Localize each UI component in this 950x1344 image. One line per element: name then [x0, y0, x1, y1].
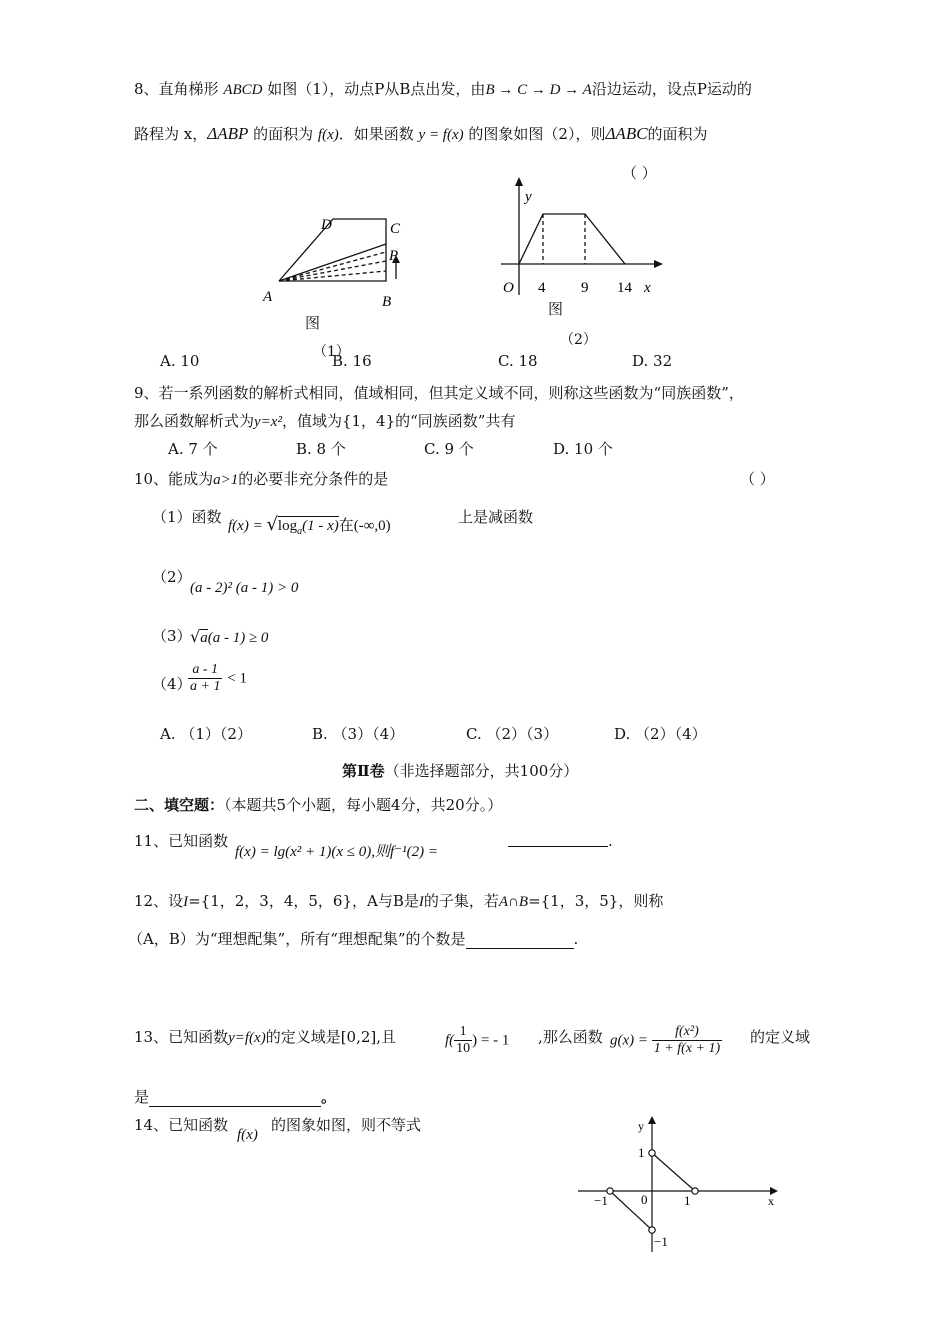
q10-option-b: B. （3）（4）	[312, 725, 405, 743]
q12-a: 12、设	[134, 892, 184, 910]
label-p: P	[389, 248, 399, 264]
q14-segment-upper	[652, 1153, 695, 1191]
q10-tail: 的必要非充分条件的是	[238, 470, 389, 488]
q14-label-x: x	[768, 1194, 774, 1208]
q10-c3-radicand: a	[200, 630, 208, 646]
figure1-caption-number: （1）	[313, 344, 350, 360]
q14-fx: f(x)	[237, 1127, 258, 1143]
q9-option-c: C. 9 个	[424, 440, 474, 458]
section2-desc: （本题共5个小题，每小题4分，共20分。）	[224, 796, 503, 814]
q10-c4-den: a + 1	[190, 679, 221, 695]
q12-answer-blank[interactable]	[466, 930, 574, 949]
q8-fx: f(x)	[317, 127, 339, 143]
q10-c1-tail: 上是减函数	[458, 508, 534, 526]
q14-label-1x: 1	[684, 1193, 691, 1208]
section2-title: 二、填空题：	[134, 796, 225, 814]
label-b: B	[382, 294, 392, 310]
q10-c4-expr	[188, 662, 247, 695]
q8-abp: ΔABP	[207, 124, 249, 143]
q14-graph	[574, 1116, 794, 1256]
q13-g-fraction	[652, 1024, 722, 1057]
q13-c: ,那么函数	[538, 1028, 603, 1046]
q10-c4-label: （4）	[152, 675, 192, 693]
q8-option-c: C. 18	[498, 352, 538, 370]
function-graph	[519, 214, 625, 264]
q13-f-rhs: ) = - 1	[472, 1032, 510, 1049]
part2-subtitle: （非选择题部分，共100分）	[384, 762, 579, 780]
label-a: A	[263, 289, 273, 305]
origin-label: O	[503, 280, 514, 296]
q9-line2	[134, 412, 515, 431]
q8-line2-e: 的面积为	[647, 125, 708, 143]
q8-line2-a: 路程为 x，	[134, 125, 208, 143]
q9-line2-a: 那么函数解析式为	[134, 412, 255, 430]
q10-c1-lhs: f(x) =	[228, 518, 267, 534]
figure2-caption: 图	[548, 300, 564, 318]
q10-c1-interval: 在(-∞,0)	[338, 518, 391, 534]
q13-fraction	[454, 1024, 472, 1057]
q14-b: 的图象如图，则不等式	[271, 1116, 422, 1134]
q13-line1-start	[134, 1028, 396, 1047]
q12-c: 的子集，若	[423, 892, 499, 910]
q13-f-expr	[445, 1024, 509, 1057]
q8-answer-paren: （ ）	[622, 164, 657, 182]
q8-line2-c: ．如果函数	[338, 125, 419, 143]
q10-c1-expr	[228, 514, 391, 538]
q11-expr: f(x) = lg(x² + 1)(x ≤ 0),则f⁻¹(2) =	[235, 844, 438, 860]
q10-c1-base: a	[297, 526, 303, 537]
q10-c2-expr: (a - 2)² (a - 1) > 0	[190, 580, 299, 596]
q14-open-point-1-0	[692, 1188, 698, 1194]
q10-stem	[134, 470, 388, 489]
q9-option-b: B. 8 个	[296, 440, 346, 458]
q14-label-neg1y: −1	[654, 1234, 668, 1249]
q8-line2-d: 的图象如图（2），则	[463, 125, 606, 143]
tick-9: 9	[581, 280, 589, 296]
q10-c4-fraction	[188, 662, 222, 695]
tick-4: 4	[538, 280, 546, 296]
q14-label-neg1x: −1	[594, 1193, 608, 1208]
tick-14: 14	[617, 280, 632, 296]
q8-line2	[134, 124, 708, 144]
q13-f-num: 1	[454, 1024, 472, 1041]
q13-line2-text: 是	[134, 1088, 150, 1106]
q12-intersection: A∩B	[498, 894, 529, 910]
q8-text-a: 直角梯形	[158, 80, 224, 98]
q13-g-lhs: g(x) =	[610, 1032, 652, 1049]
q9-expr: y=x²	[254, 414, 282, 430]
q8-yfx: y = f(x)	[418, 127, 464, 143]
part2-heading	[342, 762, 578, 780]
q10-c3-rest: (a - 1) ≥ 0	[207, 630, 269, 646]
q8-line2-b: 的面积为	[248, 125, 318, 143]
q10-c1-radicand	[277, 516, 339, 537]
q14-label-origin: 0	[641, 1192, 648, 1207]
label-d: D	[321, 217, 332, 233]
q10-c4-num: a - 1	[188, 662, 222, 679]
q13-end: 。	[321, 1088, 337, 1106]
q10-number: 10、能成为	[134, 470, 214, 488]
q11-answer-blank[interactable]	[508, 846, 608, 847]
q14-label-y: y	[638, 1119, 644, 1133]
q8-text-c: 沿边运动，设点P运动的	[591, 80, 752, 98]
figure1-caption: 图	[305, 314, 321, 332]
q13-answer-blank[interactable]	[149, 1088, 321, 1107]
q14-open-point-0-neg1	[649, 1227, 655, 1233]
dashed-line-2	[279, 261, 386, 281]
q8-option-a: A. 10	[160, 352, 200, 370]
q10-c1-label: （1）函数	[152, 508, 222, 526]
q13-a: 13、已知函数	[134, 1028, 229, 1046]
q13-yfx: y=f(x)	[228, 1030, 266, 1046]
y-axis-arrow	[515, 177, 523, 186]
q13-f-den: 10	[456, 1041, 471, 1057]
q11-end: .	[608, 832, 613, 850]
q13-f-lhs: f(	[445, 1032, 455, 1049]
q8-path: B → C → D → A	[485, 82, 592, 98]
q13-g-expr	[610, 1024, 722, 1057]
axis-label-y: y	[525, 189, 532, 205]
q10-c1-arg: (1 - x)	[302, 518, 339, 534]
q14-y-arrow	[648, 1116, 656, 1124]
q8-text-b: 如图（1），动点P从B点出发，由	[262, 80, 486, 98]
q13-b: 的定义域是[0,2],且	[265, 1028, 397, 1046]
q8-number: 8、	[134, 80, 159, 98]
q12-end: .	[573, 930, 579, 948]
q14-label-1y: 1	[638, 1145, 645, 1160]
q8-figure-2	[495, 175, 675, 305]
q8-figure-1	[255, 205, 415, 335]
q10-c2-label: （2）	[152, 568, 192, 586]
section2-heading	[134, 796, 502, 814]
q10-option-d: D. （2）（4）	[614, 725, 707, 743]
q8-abcd: ABCD	[223, 82, 263, 98]
q12-d: ={1，3，5}，则称	[528, 892, 664, 910]
q14-open-point-0-1	[649, 1150, 655, 1156]
sqrt-sign-2: √	[190, 627, 201, 646]
q9-option-d: D. 10 个	[553, 440, 613, 458]
q10-c4-rest: < 1	[227, 670, 247, 687]
q8-line1	[134, 80, 752, 99]
q13-line2	[134, 1088, 336, 1107]
q13-g-den: 1 + f(x + 1)	[653, 1041, 721, 1057]
q9-line2-b: ，值域为{1，4}的“同族函数”共有	[281, 412, 516, 430]
q8-abc: ΔABC	[605, 124, 648, 143]
q8-option-d: D. 32	[632, 352, 673, 370]
figure2-caption-number: （2）	[560, 332, 597, 348]
q10-answer-paren: （ ）	[740, 470, 775, 488]
q10-c3-expr	[190, 627, 268, 647]
q12-line1	[134, 892, 663, 911]
q12-set-i-2: I	[418, 894, 424, 910]
label-c: C	[390, 221, 401, 237]
trapezoid-shape	[279, 219, 399, 281]
q9-line1: 9、若一系列函数的解析式相同，值域相同，但其定义域不同，则称这些函数为“同族函数”，	[134, 384, 744, 402]
q10-c3-label: （3）	[152, 627, 192, 645]
q13-g-num: f(x²)	[652, 1024, 722, 1041]
q11-text: 11、已知函数	[134, 832, 229, 850]
q10-c1-log: log	[277, 518, 298, 534]
q10-option-c: C. （2）（3）	[466, 725, 559, 743]
q10-option-a: A. （1）（2）	[160, 725, 252, 743]
q13-d: 的定义域	[750, 1028, 811, 1046]
q12-b: ={1，2，3，4，5，6}，A与B是	[188, 892, 419, 910]
axis-label-x: x	[644, 280, 651, 296]
q12-line2-text: （A，B）为“理想配集”，所有“理想配集”的个数是	[128, 930, 466, 948]
q10-cond: a>1	[213, 472, 239, 488]
dashed-line-1	[279, 252, 386, 281]
q12-line2	[128, 930, 578, 949]
q12-set-i: I	[183, 894, 189, 910]
part2-title: 第Ⅱ卷	[342, 762, 385, 780]
q8-option-b: B. 16	[332, 352, 372, 370]
q14-a: 14、已知函数	[134, 1116, 229, 1134]
q9-option-a: A. 7 个	[168, 440, 218, 458]
sqrt-sign: √	[266, 514, 278, 535]
x-axis-arrow	[654, 260, 663, 268]
